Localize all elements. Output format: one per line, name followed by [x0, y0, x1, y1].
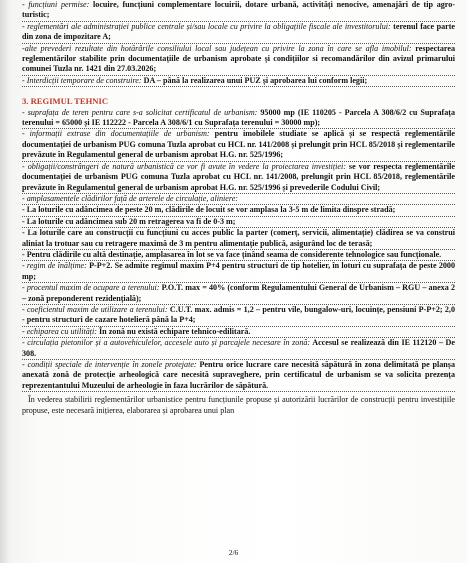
clause-label: - reglementări ale administrației publice centrale și/sau locale cu privire la obligațiile fiscale ale investitorului:: [22, 21, 391, 31]
clause-text: - Pentru clădirile cu altă destinație, amplasarea în lot se va face ținând seama de considerente tehnologice sau funcționale.: [22, 249, 442, 259]
clause-text: respectarea reglementărilor stabilite prin documentațiile de urbanism aprobate și condițiilor si recomandărilor din avizul primarului comunei Tuzla nr. 1421 din 27.03.2026;: [22, 43, 455, 74]
clause-label: - condiții speciale de intervenție în zonele protejate:: [22, 360, 197, 369]
clause-design-constraints: [22, 162, 455, 194]
clause-text: - La loturile cu adâncimea sub 20 m retragerea va fi de 0-3 m;: [22, 216, 236, 226]
clause-label: - circulația pietonilor și a autovehiculelor, accesele auto și parcajele necesare în zonă:: [22, 338, 311, 348]
clause-building-placement: [22, 194, 455, 205]
clause-text: DA – până la realizarea unui PUZ și aprobarea lui conform legii;: [141, 75, 368, 85]
clause-placement-deep-lots: [22, 205, 455, 216]
clause-cut: [22, 305, 455, 327]
clause-text: P.O.T. max = 40% (conform Regulamentului General de Urbanism – RGU – anexa 2 – zonă preponderent rezidențială);: [22, 283, 455, 303]
clause-placement-other: [22, 250, 455, 261]
clause-label: - amplasamentele clădirilor față de arterele de circulație, aliniere:: [22, 193, 239, 203]
clause-label: - informații extrase din documentațiile de urbanism:: [22, 129, 210, 139]
clause-text: pentru imobilele studiate se aplică și se respectă reglementările documentației de urbanism PUG comuna Tuzla aprobat cu HCL nr. 141/2008 și prelungit prin HCL 85/2018 și reglementarile prevăzute în Regulamentul general de urbanism aprobat H.G. nr. 525/1996;: [22, 129, 455, 160]
clause-text: - La loturile cu adâncimea de peste 20 m, clădirile de locuit se vor amplasa la 3-5 m de limita dinspre stradă;: [22, 205, 396, 215]
clause-text: se vor respecta reglementările documentației de urbanism PUG comuna Tuzla aprobat cu HCL nr. 141/2008, prelungit prin HCL 85/2018, reglementările prevăzute în Regulamentul general de urbanism aprobat H.G. nr. 525/1996 și prevederile Codului Civil;: [22, 161, 455, 192]
clause-label: - Interdicții temporare de construire:: [22, 75, 142, 85]
clause-label: -alte prevederi rezultate din hotărârile consiliului local sau județean cu privire la zona în care se afla imobilul:: [22, 43, 412, 53]
clause-text: - La loturile care au construcții cu funcțiuni cu acces public la parter (comerț, servicii, alimentație) clădirea se va construi aliniat la trotuar sau cu retragere maximă de 3 m pentru alimentație publică, asigurând loc de terasă;: [22, 228, 455, 248]
clause-label: - funcțiuni permise:: [22, 0, 90, 9]
document-body: [22, 0, 455, 416]
section-heading: 3. REGIMUL TEHNIC: [22, 96, 109, 107]
clause-permitted-functions: [22, 0, 455, 22]
clause-height-regime: [22, 261, 455, 283]
clause-text: Pentru orice lucrare care necesită săpătură în zona delimitată pe planșa anexată zonă de protecție arheologică care necesită supraveghere, prin certificatul de urbanism se va solicita prezența reprezentantului Muzeului de arheologie în faza lucrărilor de săpătură.: [22, 360, 455, 390]
clause-urbanism-info: [22, 129, 455, 161]
clause-label: - obligații/constrângeri de natură urbanistică ce vor fi avute în vedere la proiectarea investiției:: [22, 161, 346, 171]
clause-utilities: [22, 327, 455, 338]
clause-text: locuire, funcțiuni complementare locuirii, dotare urbană, activități nenocive, amenajări de tip agro-turistic;: [22, 0, 455, 20]
clause-label: - procentul maxim de ocupare a terenului:: [22, 283, 160, 293]
clause-placement-public-access: [22, 228, 455, 250]
clause-text: P-P+2. Se admite regimul maxim P+4 pentru structuri de tip hotelier, în loturi cu suprafața de peste 2000 mp;: [22, 261, 455, 281]
clause-land-area: [22, 108, 455, 130]
clause-protected-zones: [22, 360, 455, 392]
clause-label: - regim de înălțime:: [22, 261, 87, 271]
clause-placement-shallow-lots: [22, 217, 455, 228]
clause-text: Accesul se realizează din IE 112120 – De 308.: [22, 338, 455, 358]
clause-label: - echiparea cu utilități:: [22, 326, 97, 336]
clause-text: terenul face parte din zona de impozitare A;: [22, 21, 455, 42]
clause-label: - coeficientul maxim de utilizare a terenului:: [22, 304, 168, 314]
clause-local-council-provisions: [22, 44, 455, 76]
clause-fiscal-obligations: [22, 22, 455, 44]
clause-traffic-access: [22, 338, 455, 360]
clause-text: C.U.T. max. admis = 1,2 – pentru vile, bungalow-uri, locuințe, pensiuni P-P+2; 2,0 - pentru structuri de cazare hotelieră până la P+4;: [22, 304, 455, 325]
clause-label: - suprafața de teren pentru care s-a solicitat certificatul de urbanism:: [22, 107, 258, 117]
closing-paragraph: În vederea stabilirii reglementărilor urbanistice pentru funcțiunile propuse și autorizării lucrărilor de construcții pentru investițiile propuse, este necesară inițierea, elaborarea și aprobarea unui plan: [22, 395, 455, 415]
page-number: 2/6: [228, 548, 239, 557]
clause-text: 95000 mp (IE 110205 - Parcela A 308/6/2 cu Suprafața terenului = 65000 și IE 112222 - Parcela A 308/6/1 cu Suprafața terenului = 30000 mp);: [22, 107, 456, 128]
clause-pot: [22, 283, 455, 305]
clause-building-restrictions: [22, 76, 455, 87]
clause-text: În zonă nu există echipare tehnico-edilitară.: [97, 326, 251, 336]
